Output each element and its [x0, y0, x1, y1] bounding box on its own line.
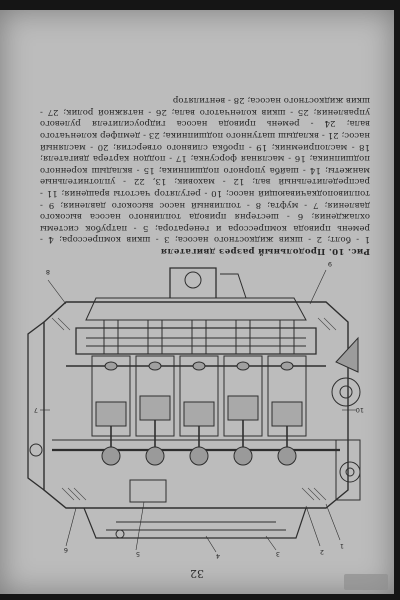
paper-sheet: [0, 10, 394, 594]
callout-10: 10: [355, 406, 364, 414]
callout-6: 6: [63, 546, 68, 554]
engine-drawing: [26, 258, 366, 560]
callout-5: 5: [135, 550, 140, 558]
callout-1: 1: [339, 542, 344, 550]
fan: [336, 338, 358, 372]
engine-section-figure: [26, 258, 366, 560]
page-number: 32: [190, 567, 204, 580]
callout-2: 2: [319, 548, 324, 556]
oil-pump: [130, 480, 166, 502]
oil-pan: [84, 508, 306, 538]
caption-body: 1 - болт; 2 - шкив жидкостного насоса; 3 - шкив компрессора; 4 - ремень привода компрессора и генератора; 5 - патрубок системы охлаждения; 6 - шестерня привода топливного насоса высокого давления; 7 - муфта; 8 - топливный насос высокого давления; 9 - топливоподкачивающий насос; 10 - регулятор частоты вращения; 11 - распределительный вал; 12 - маховик; 13, 22 - уплотнительные манжеты; 14 - шайба упорного подшипника; 15 - вкладыш коренного подшипника; 16 - масляная форсунка; 17 - поддон картера двигателя; 18 - маслоприемник; 19 - пробка сливного отверстия; 20 - масляный насос; 21 - вкладыш шатунного подшипника; 23 - демпфер коленчатого вала; 24 - ремень привода насоса гидроусилителя рулевого управления; 25 - шкив коленчатого вала; 26 - натяжной ролик; 27 - шкив жидкостного насоса; 28 - вентилятор: [40, 95, 370, 245]
front-pulleys: [332, 378, 360, 500]
callout-4: 4: [215, 552, 220, 560]
callout-8: 8: [45, 268, 50, 276]
callout-7: 7: [33, 406, 38, 414]
drain-plug: [116, 530, 124, 538]
library-stamp: [344, 574, 388, 590]
rotated-content: [0, 10, 394, 594]
pistons: [96, 396, 302, 426]
caption-title: Рис. 10. Продольный разрез двигателя: [160, 246, 370, 256]
valves: [104, 320, 294, 354]
callout-3: 3: [275, 550, 280, 558]
callout-9: 9: [327, 260, 332, 268]
figure-caption: [40, 94, 370, 256]
